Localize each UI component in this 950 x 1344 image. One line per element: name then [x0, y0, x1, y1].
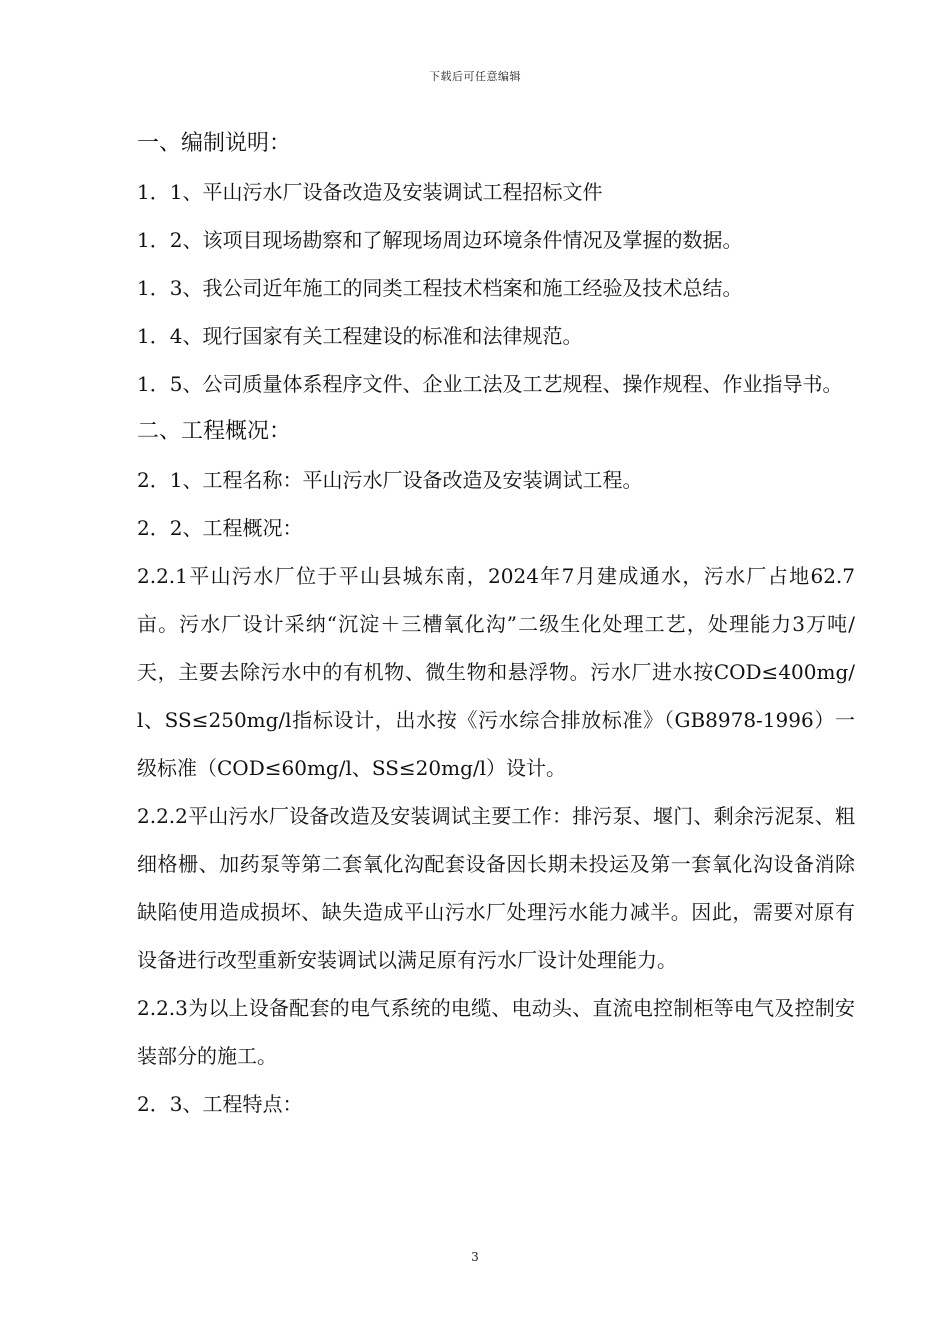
item-2-2: 2．2、工程概况： [137, 516, 303, 540]
item-1-5: 1．5、公司质量体系程序文件、企业工法及工艺规程、操作规程、作业指导书。 [137, 372, 843, 396]
item-1-1: 1．1、平山污水厂设备改造及安装调试工程招标文件 [137, 180, 603, 204]
item-2-3: 2．3、工程特点： [137, 1092, 303, 1116]
document-body [137, 120, 855, 1128]
paragraph-2-2-3: 2.2.3为以上设备配套的电气系统的电缆、电动头、直流电控制柜等电气及控制安装部分的施工。 [137, 996, 855, 1068]
page-number: 3 [471, 1250, 479, 1264]
item-1-3: 1．3、我公司近年施工的同类工程技术档案和施工经验及技术总结。 [137, 276, 743, 300]
item-2-1: 2．1、工程名称：平山污水厂设备改造及安装调试工程。 [137, 468, 643, 492]
item-1-2: 1．2、该项目现场勘察和了解现场周边环境条件情况及掌握的数据。 [137, 228, 743, 252]
header-note: 下载后可任意编辑 [429, 70, 521, 83]
paragraph-2-2-1: 2.2.1平山污水厂位于平山县城东南，2024年7月建成通水，污水厂占地62.7亩。污水厂设计采纳“沉淀＋三槽氧化沟”二级生化处理工艺，处理能力3万吨/天，主要去除污水中的有机物、微生物和悬浮物。污水厂进水按COD≤400mg/l、SS≤250mg/l指标设计，出水按《污水综合排放标准》（GB8978-1996）一级标准（COD≤60mg/l、SS≤20mg/l）设计。 [137, 564, 855, 780]
item-1-4: 1．4、现行国家有关工程建设的标准和法律规范。 [137, 324, 583, 348]
paragraph-2-2-2: 2.2.2平山污水厂设备改造及安装调试主要工作：排污泵、堰门、剩余污泥泵、粗细格栅、加药泵等第二套氧化沟配套设备因长期未投运及第一套氧化沟设备消除缺陷使用造成损坏、缺失造成平山污水厂处理污水能力减半。因此，需要对原有设备进行改型重新安装调试以满足原有污水厂设计处理能力。 [137, 804, 855, 972]
section-2-title: 二、工程概况： [137, 419, 292, 444]
section-1-title: 一、编制说明： [137, 131, 292, 156]
